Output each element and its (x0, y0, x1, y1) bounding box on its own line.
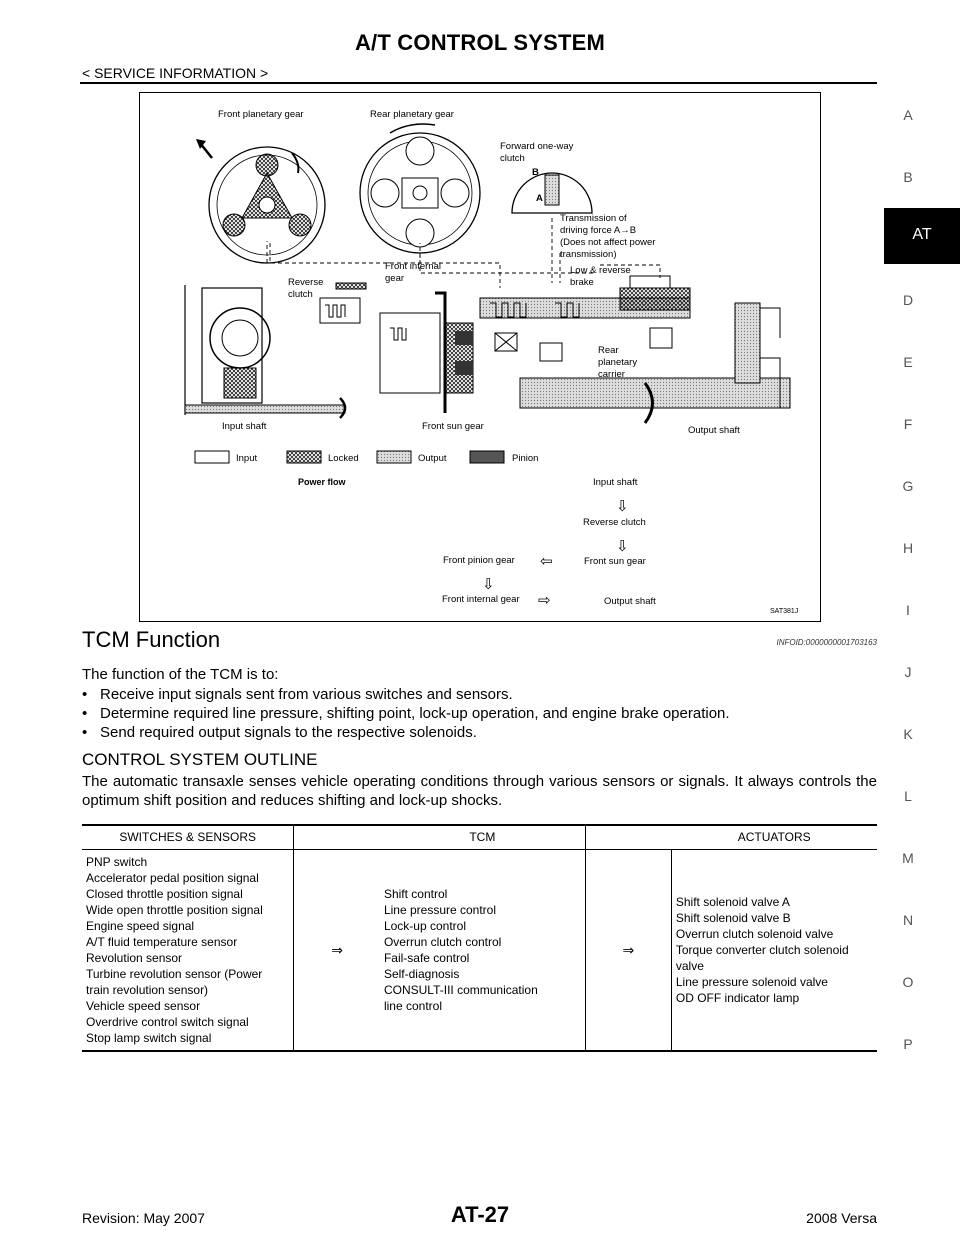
tcm-item: CONSULT-III communication (383, 983, 538, 997)
switch-item: train revolution sensor) (86, 983, 209, 997)
tcm-bullet-1: • Receive input signals sent from various switches and sensors. (82, 686, 513, 703)
label-rear-2: planetary (598, 357, 638, 368)
index-letter-l[interactable]: L (904, 788, 912, 804)
power-flow-title: Power flow (298, 477, 346, 487)
index-letter-n[interactable]: N (902, 912, 914, 928)
header-rule (80, 82, 877, 84)
footer-page-number: AT-27 (450, 1202, 510, 1227)
footer-revision: Revision: May 2007 (82, 1210, 205, 1226)
label-rear-1: Rear (598, 345, 619, 356)
actuator-item: valve (675, 959, 704, 973)
actuators-cell (671, 850, 877, 1052)
index-tab-active[interactable] (884, 208, 960, 264)
index-letter-k[interactable]: K (903, 726, 913, 742)
actuator-item: Shift solenoid valve B (675, 911, 791, 925)
tcm-bullet-2: • Determine required line pressure, shifting point, lock-up operation, and engine brake operation. (82, 705, 730, 722)
page-title: A/T CONTROL SYSTEM (354, 30, 606, 55)
switch-item: A/T fluid temperature sensor (86, 935, 238, 949)
flow-arrow-left: ⇦ (540, 553, 553, 570)
legend-input: Input (236, 453, 258, 464)
label-trans-1: Transmission of (560, 213, 627, 224)
flow-front-internal-gear: Front internal gear (442, 594, 520, 605)
legend-locked: Locked (328, 453, 359, 464)
index-letter-i[interactable]: I (906, 602, 910, 618)
label-rear-3: carrier (598, 369, 625, 380)
legend-swatch-pinion (470, 451, 504, 463)
index-letter-d[interactable]: D (902, 292, 914, 308)
actuator-item: Shift solenoid valve A (675, 895, 790, 909)
switch-item: Revolution sensor (86, 951, 183, 965)
label-low-rev-1: Low & reverse (570, 265, 631, 276)
transmission-cross-section (185, 276, 790, 423)
label-input-shaft: Input shaft (222, 421, 267, 432)
header-actuators: ACTUATORS (671, 825, 877, 850)
label-front-sun-gear: Front sun gear (422, 421, 484, 432)
tcm-bullet-3-text: Send required output signals to the respective solenoids. (100, 724, 477, 741)
tcm-item: Line pressure control (383, 903, 497, 917)
flow-arrow-down-1: ⇩ (616, 498, 629, 515)
label-front-planetary: Front planetary gear (218, 109, 304, 120)
switch-item: Stop lamp switch signal (86, 1031, 212, 1045)
header-switches: SWITCHES & SENSORS (82, 825, 294, 850)
actuator-item: Torque converter clutch solenoid (675, 943, 849, 957)
tcm-bullet-3: • Send required output signals to the respective solenoids. (82, 724, 477, 741)
legend (195, 451, 538, 464)
actuator-item: Overrun clutch solenoid valve (675, 927, 834, 941)
index-tab-label: AT (912, 226, 932, 243)
arrow-to-tcm: ⇒ (294, 850, 380, 1052)
rear-planetary-gear-figure (360, 124, 480, 253)
label-low-rev-2: brake (570, 277, 594, 288)
legend-output: Output (418, 453, 447, 464)
flow-front-sun-gear: Front sun gear (584, 556, 646, 567)
tcm-item: Shift control (383, 887, 448, 901)
tcm-bullet-2-text: Determine required line pressure, shifting point, lock-up operation, and engine brake operation. (100, 705, 730, 722)
switch-item: Engine speed signal (86, 919, 195, 933)
power-flow-diagram (139, 92, 821, 622)
flow-output-shaft: Output shaft (604, 596, 656, 607)
legend-pinion: Pinion (512, 453, 539, 464)
tcm-intro: The function of the TCM is to: (82, 666, 279, 683)
flow-arrow-right: ⇨ (538, 592, 551, 609)
tcm-item: line control (383, 999, 442, 1013)
info-id: INFOID:0000000001703163 (776, 638, 877, 647)
label-trans-3: (Does not affect power (560, 237, 656, 248)
tcm-bullet-1-text: Receive input signals sent from various switches and sensors. (100, 686, 513, 703)
footer-model: 2008 Versa (806, 1210, 877, 1226)
flow-input-shaft: Input shaft (593, 477, 638, 488)
label-output-shaft: Output shaft (688, 425, 740, 436)
tcm-item: Self-diagnosis (383, 967, 460, 981)
legend-swatch-output (377, 451, 411, 463)
index-letter-m[interactable]: M (902, 850, 914, 866)
index-letter-b[interactable]: B (903, 169, 913, 185)
label-b: B (532, 167, 539, 178)
tcm-item: Overrun clutch control (383, 935, 502, 949)
label-reverse-1: Reverse (288, 277, 324, 288)
switch-item: PNP switch (86, 855, 148, 869)
index-letter-e[interactable]: E (903, 354, 913, 370)
actuator-item: OD OFF indicator lamp (675, 991, 800, 1005)
index-letter-j[interactable]: J (904, 664, 912, 680)
section-label: < SERVICE INFORMATION > (82, 65, 269, 81)
switches-cell (82, 850, 294, 1052)
arrow-to-actuators: ⇒ (585, 850, 671, 1052)
flow-arrow-down-3: ⇩ (482, 576, 495, 593)
index-letter-g[interactable]: G (902, 478, 914, 494)
index-letter-f[interactable]: F (903, 416, 913, 432)
switch-item: Closed throttle position signal (86, 887, 243, 901)
index-letter-h[interactable]: H (902, 540, 914, 556)
index-letter-o[interactable]: O (902, 974, 914, 990)
tcm-function-heading: TCM Function (82, 627, 221, 652)
label-a: A (536, 193, 543, 204)
label-front-internal-1: Front internal (385, 261, 441, 272)
label-forward-oneway-2: clutch (500, 153, 525, 164)
header-tcm: TCM (380, 825, 585, 850)
switch-item: Wide open throttle position signal (86, 903, 263, 917)
flow-front-pinion-gear: Front pinion gear (443, 555, 515, 566)
outline-paragraph: The automatic transaxle senses vehicle operating conditions through various sensors or signals. It always controls the optimum shift position and reduces shifting and lock-up shocks. (82, 773, 877, 809)
tcm-cell (380, 850, 585, 1052)
flow-reverse-clutch: Reverse clutch (583, 517, 646, 528)
switch-item: Overdrive control switch signal (86, 1015, 249, 1029)
outline-heading: CONTROL SYSTEM OUTLINE (82, 750, 318, 769)
switch-item: Turbine revolution sensor (Power (86, 967, 263, 981)
diagram-code: SAT381J (770, 608, 799, 615)
flow-arrow-down-2: ⇩ (616, 538, 629, 555)
label-trans-4: transmission) (560, 249, 617, 260)
label-rear-planetary: Rear planetary gear (370, 109, 454, 120)
oneway-clutch-sprag (545, 175, 559, 205)
legend-swatch-locked (287, 451, 321, 463)
legend-swatch-input (195, 451, 229, 463)
index-letter-p[interactable]: P (903, 1036, 913, 1052)
switch-item: Vehicle speed sensor (86, 999, 201, 1013)
label-trans-2: driving force A→B (560, 225, 637, 236)
front-planetary-gear-figure (196, 139, 325, 263)
control-system-table (82, 824, 877, 1052)
switch-item: Accelerator pedal position signal (86, 871, 259, 885)
index-letter-a[interactable]: A (903, 107, 913, 123)
tcm-item: Lock-up control (383, 919, 466, 933)
label-reverse-2: clutch (288, 289, 313, 300)
actuator-item: Line pressure solenoid valve (675, 975, 828, 989)
tcm-item: Fail-safe control (383, 951, 470, 965)
label-forward-oneway-1: Forward one-way (500, 141, 574, 152)
label-front-internal-2: gear (385, 273, 405, 284)
